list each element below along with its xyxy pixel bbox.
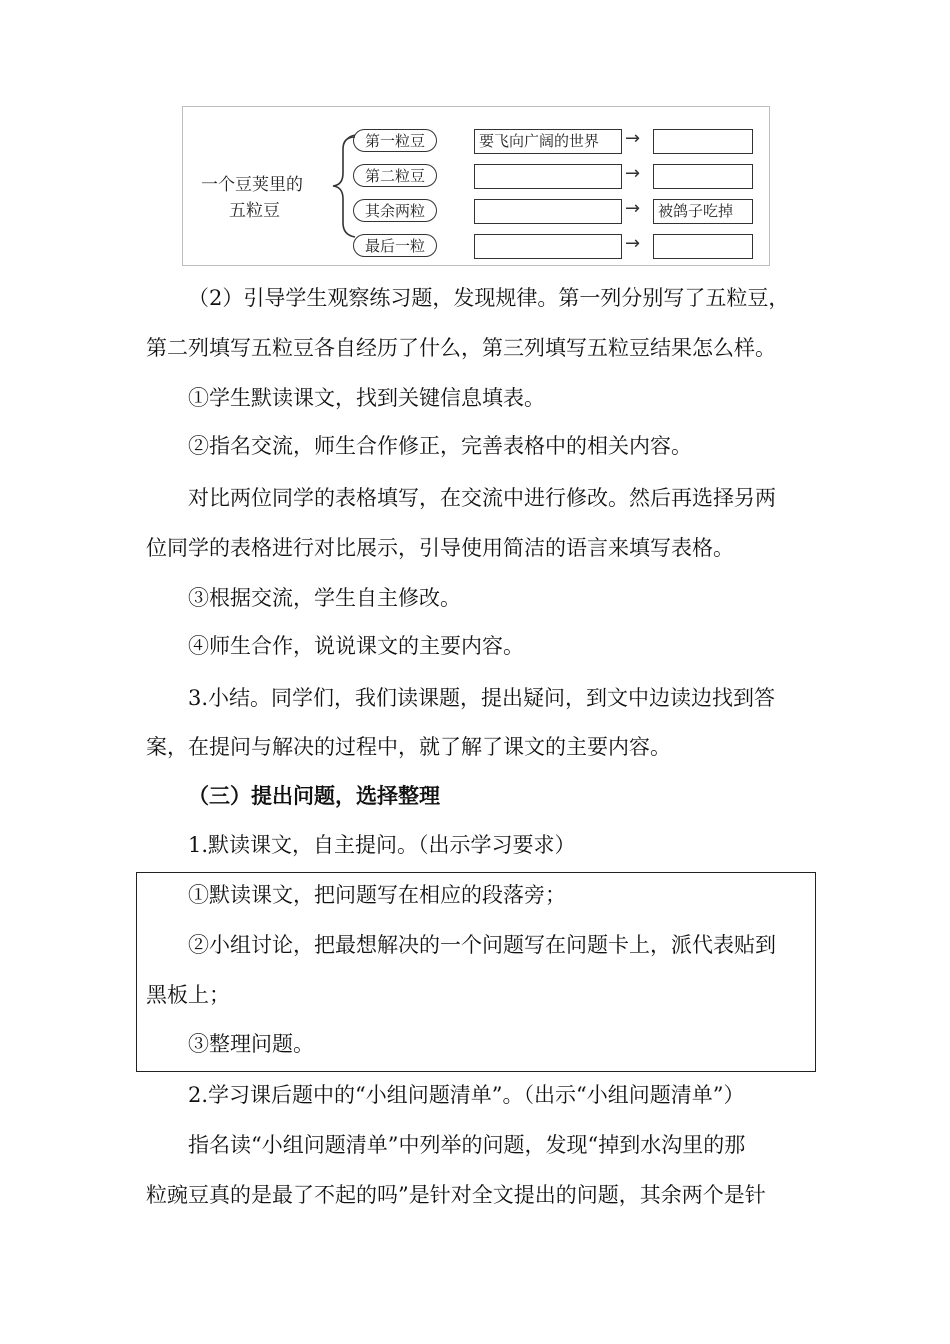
arrow-icon: → [625,128,641,149]
result-box [653,129,753,154]
arrow-icon: → [625,163,641,184]
result-box: 被鸽子吃掉 [653,199,753,224]
experience-box [474,234,622,259]
experience-box: 要飞向广阔的世界 [474,129,622,154]
requirement-item: ②小组讨论，把最想解决的一个问题写在问题卡上，派代表贴到 [188,933,776,957]
result-box [653,234,753,259]
requirement-item: ③整理问题。 [188,1032,314,1056]
experience-box [474,164,622,189]
paragraph: 案，在提问与解决的过程中，就了解了课文的主要内容。 [146,735,671,759]
paragraph: 2.学习课后题中的“小组问题清单”。（出示“小组问题清单”） [188,1083,745,1107]
bean-pod-diagram [182,106,770,266]
arrow-icon: → [625,233,641,254]
paragraph: ①学生默读课文，找到关键信息填表。 [188,386,545,410]
requirement-item: 黑板上； [146,983,230,1007]
paragraph: 3.小结。同学们，我们读课题，提出疑问，到文中边读边找到答 [188,686,776,710]
root-label-line2: 五粒豆 [229,201,280,221]
paragraph: 指名读“小组问题清单”中列举的问题，发现“掉到水沟里的那 [188,1133,746,1157]
requirement-item: ①默读课文，把问题写在相应的段落旁； [188,883,566,907]
paragraph: ④师生合作，说说课文的主要内容。 [188,634,524,658]
root-label-line1: 一个豆荚里的 [201,175,303,195]
paragraph: 1.默读课文，自主提问。（出示学习要求） [188,833,576,857]
section-heading: （三）提出问题，选择整理 [188,783,440,808]
paragraph: 第二列填写五粒豆各自经历了什么，第三列填写五粒豆结果怎么样。 [146,336,776,360]
arrow-icon: → [625,198,641,219]
paragraph: 对比两位同学的表格填写，在交流中进行修改。然后再选择另两 [188,486,776,510]
paragraph: （2）引导学生观察练习题，发现规律。第一列分别写了五粒豆， [188,286,790,310]
paragraph: ③根据交流，学生自主修改。 [188,586,461,610]
paragraph: ②指名交流，师生合作修正，完善表格中的相关内容。 [188,434,692,458]
paragraph: 粒豌豆真的是最了不起的吗”是针对全文提出的问题，其余两个是针 [146,1183,766,1207]
result-box [653,164,753,189]
paragraph: 位同学的表格进行对比展示，引导使用简洁的语言来填写表格。 [146,536,734,560]
bean-label: 第一粒豆 [353,129,437,152]
bean-label: 其余两粒 [353,199,437,222]
bean-label: 最后一粒 [353,234,437,257]
experience-box [474,199,622,224]
bean-label: 第二粒豆 [353,164,437,187]
